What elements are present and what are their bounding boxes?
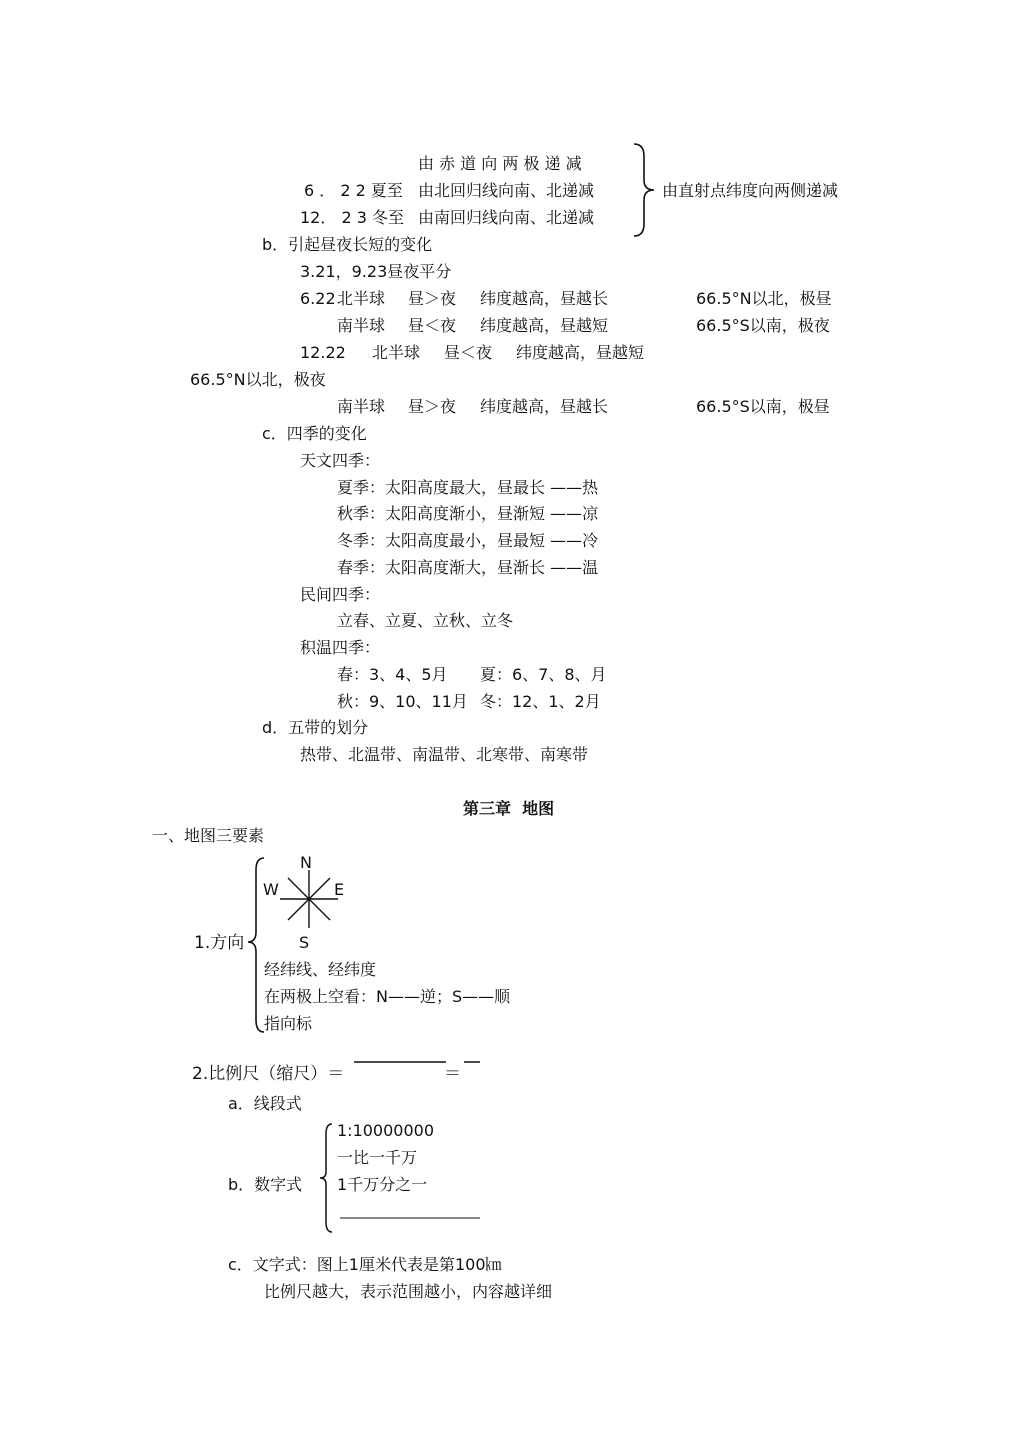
direction-item-2: 在两极上空看：N——逆；S——顺 [264,987,511,1006]
folk-seasons-list: 立春、立夏、立秋、立冬 [337,611,514,630]
winter-south-trend: 纬度越高，昼越长 [480,397,609,416]
zones-list: 热带、北温带、南温带、北寒带、南寒带 [300,745,589,764]
accum-summer: 夏：6、7、8、月 [480,665,607,684]
left-brace-icon [318,1122,334,1234]
brace-conclusion: 由直射点纬度向两侧递减 [662,181,839,200]
summer-south-polar: 66.5°S以南，极夜 [696,316,830,335]
scale-c: c．文字式：图上1厘米代表是第100㎞ [228,1255,502,1274]
winter-south-relation: 昼＞夜 [408,397,457,416]
summer-south-relation: 昼＜夜 [408,316,457,335]
compass-north: N [300,853,312,872]
winter-south-hemisphere: 南半球 [337,397,386,416]
accum-spring: 春：3、4、5月 [337,665,448,684]
winter-north-relation: 昼＜夜 [444,343,493,362]
winter-south-polar: 66.5°S以南，极昼 [696,397,830,416]
summer-date: 6.22 [300,289,336,308]
summer-north-trend: 纬度越高，昼越长 [480,289,609,308]
right-brace-icon [630,142,660,238]
summer-north-polar: 66.5°N以北，极昼 [696,289,832,308]
seasons-heading: c．四季的变化 [262,424,367,443]
scale-equals: ＝ [444,1064,461,1084]
summer-south-trend: 纬度越高，昼越短 [480,316,609,335]
scale-b-numeric: 1:10000000 [337,1121,435,1140]
scale-a: a．线段式 [228,1094,302,1113]
compass-south: S [299,933,310,952]
summer-north-hemisphere: 北半球 [337,289,386,308]
accum-autumn: 秋：9、10、11月 [337,692,468,711]
summer-solstice-rule: 由北回归线向南、北递减 [418,181,595,200]
accum-seasons-heading: 积温四季： [300,638,381,657]
summer-south-hemisphere: 南半球 [337,316,386,335]
scale-b-label: b．数字式 [228,1175,303,1194]
noon-altitude-line1: 由 赤 道 向 两 极 递 减 [418,154,582,173]
astro-spring: 春季：太阳高度渐大，昼渐长 ——温 [337,558,599,577]
scale-b-fraction-text: 1千万分之一 [337,1175,428,1194]
day-length-heading: b．引起昼夜长短的变化 [262,235,433,254]
scale-label: 2.比例尺（缩尺）＝ [192,1064,345,1084]
winter-solstice-date: 12． 2 3 冬至 [300,208,404,227]
compass-rose-icon [276,866,345,932]
scale-note: 比例尺越大，表示范围越小，内容越详细 [264,1282,553,1301]
astro-autumn: 秋季：太阳高度渐小，昼渐短 ——凉 [337,504,599,523]
direction-item-1: 经纬线、经纬度 [264,960,377,979]
fraction-bar [352,1058,482,1066]
section-heading: 一、地图三要素 [152,826,265,845]
astro-seasons-heading: 天文四季： [300,451,381,470]
summer-solstice-date: 6 ． 2 2 夏至 [304,181,403,200]
equinox-line: 3.21，9.23昼夜平分 [300,262,452,281]
scale-b-chinese: 一比一千万 [337,1148,418,1167]
direction-item-3: 指向标 [264,1014,313,1033]
compass-west: W [263,880,279,899]
summer-north-relation: 昼＞夜 [408,289,457,308]
winter-north-trend: 纬度越高，昼越短 [516,343,645,362]
direction-label: 1.方向 [194,933,245,953]
winter-north-hemisphere: 北半球 [372,343,421,362]
compass-east: E [334,880,345,899]
blank-line [338,1216,482,1220]
winter-solstice-rule: 由南回归线向南、北递减 [418,208,595,227]
accum-winter: 冬：12、1、2月 [480,692,601,711]
folk-seasons-heading: 民间四季： [300,585,381,604]
zones-heading: d．五带的划分 [262,718,369,737]
winter-date: 12.22 [300,343,346,362]
astro-summer: 夏季：太阳高度最大，昼最长 ——热 [337,478,599,497]
chapter-title: 第三章 地图 [463,799,555,818]
winter-north-polar: 66.5°N以北，极夜 [190,370,326,389]
astro-winter: 冬季：太阳高度最小，昼最短 ——冷 [337,531,599,550]
